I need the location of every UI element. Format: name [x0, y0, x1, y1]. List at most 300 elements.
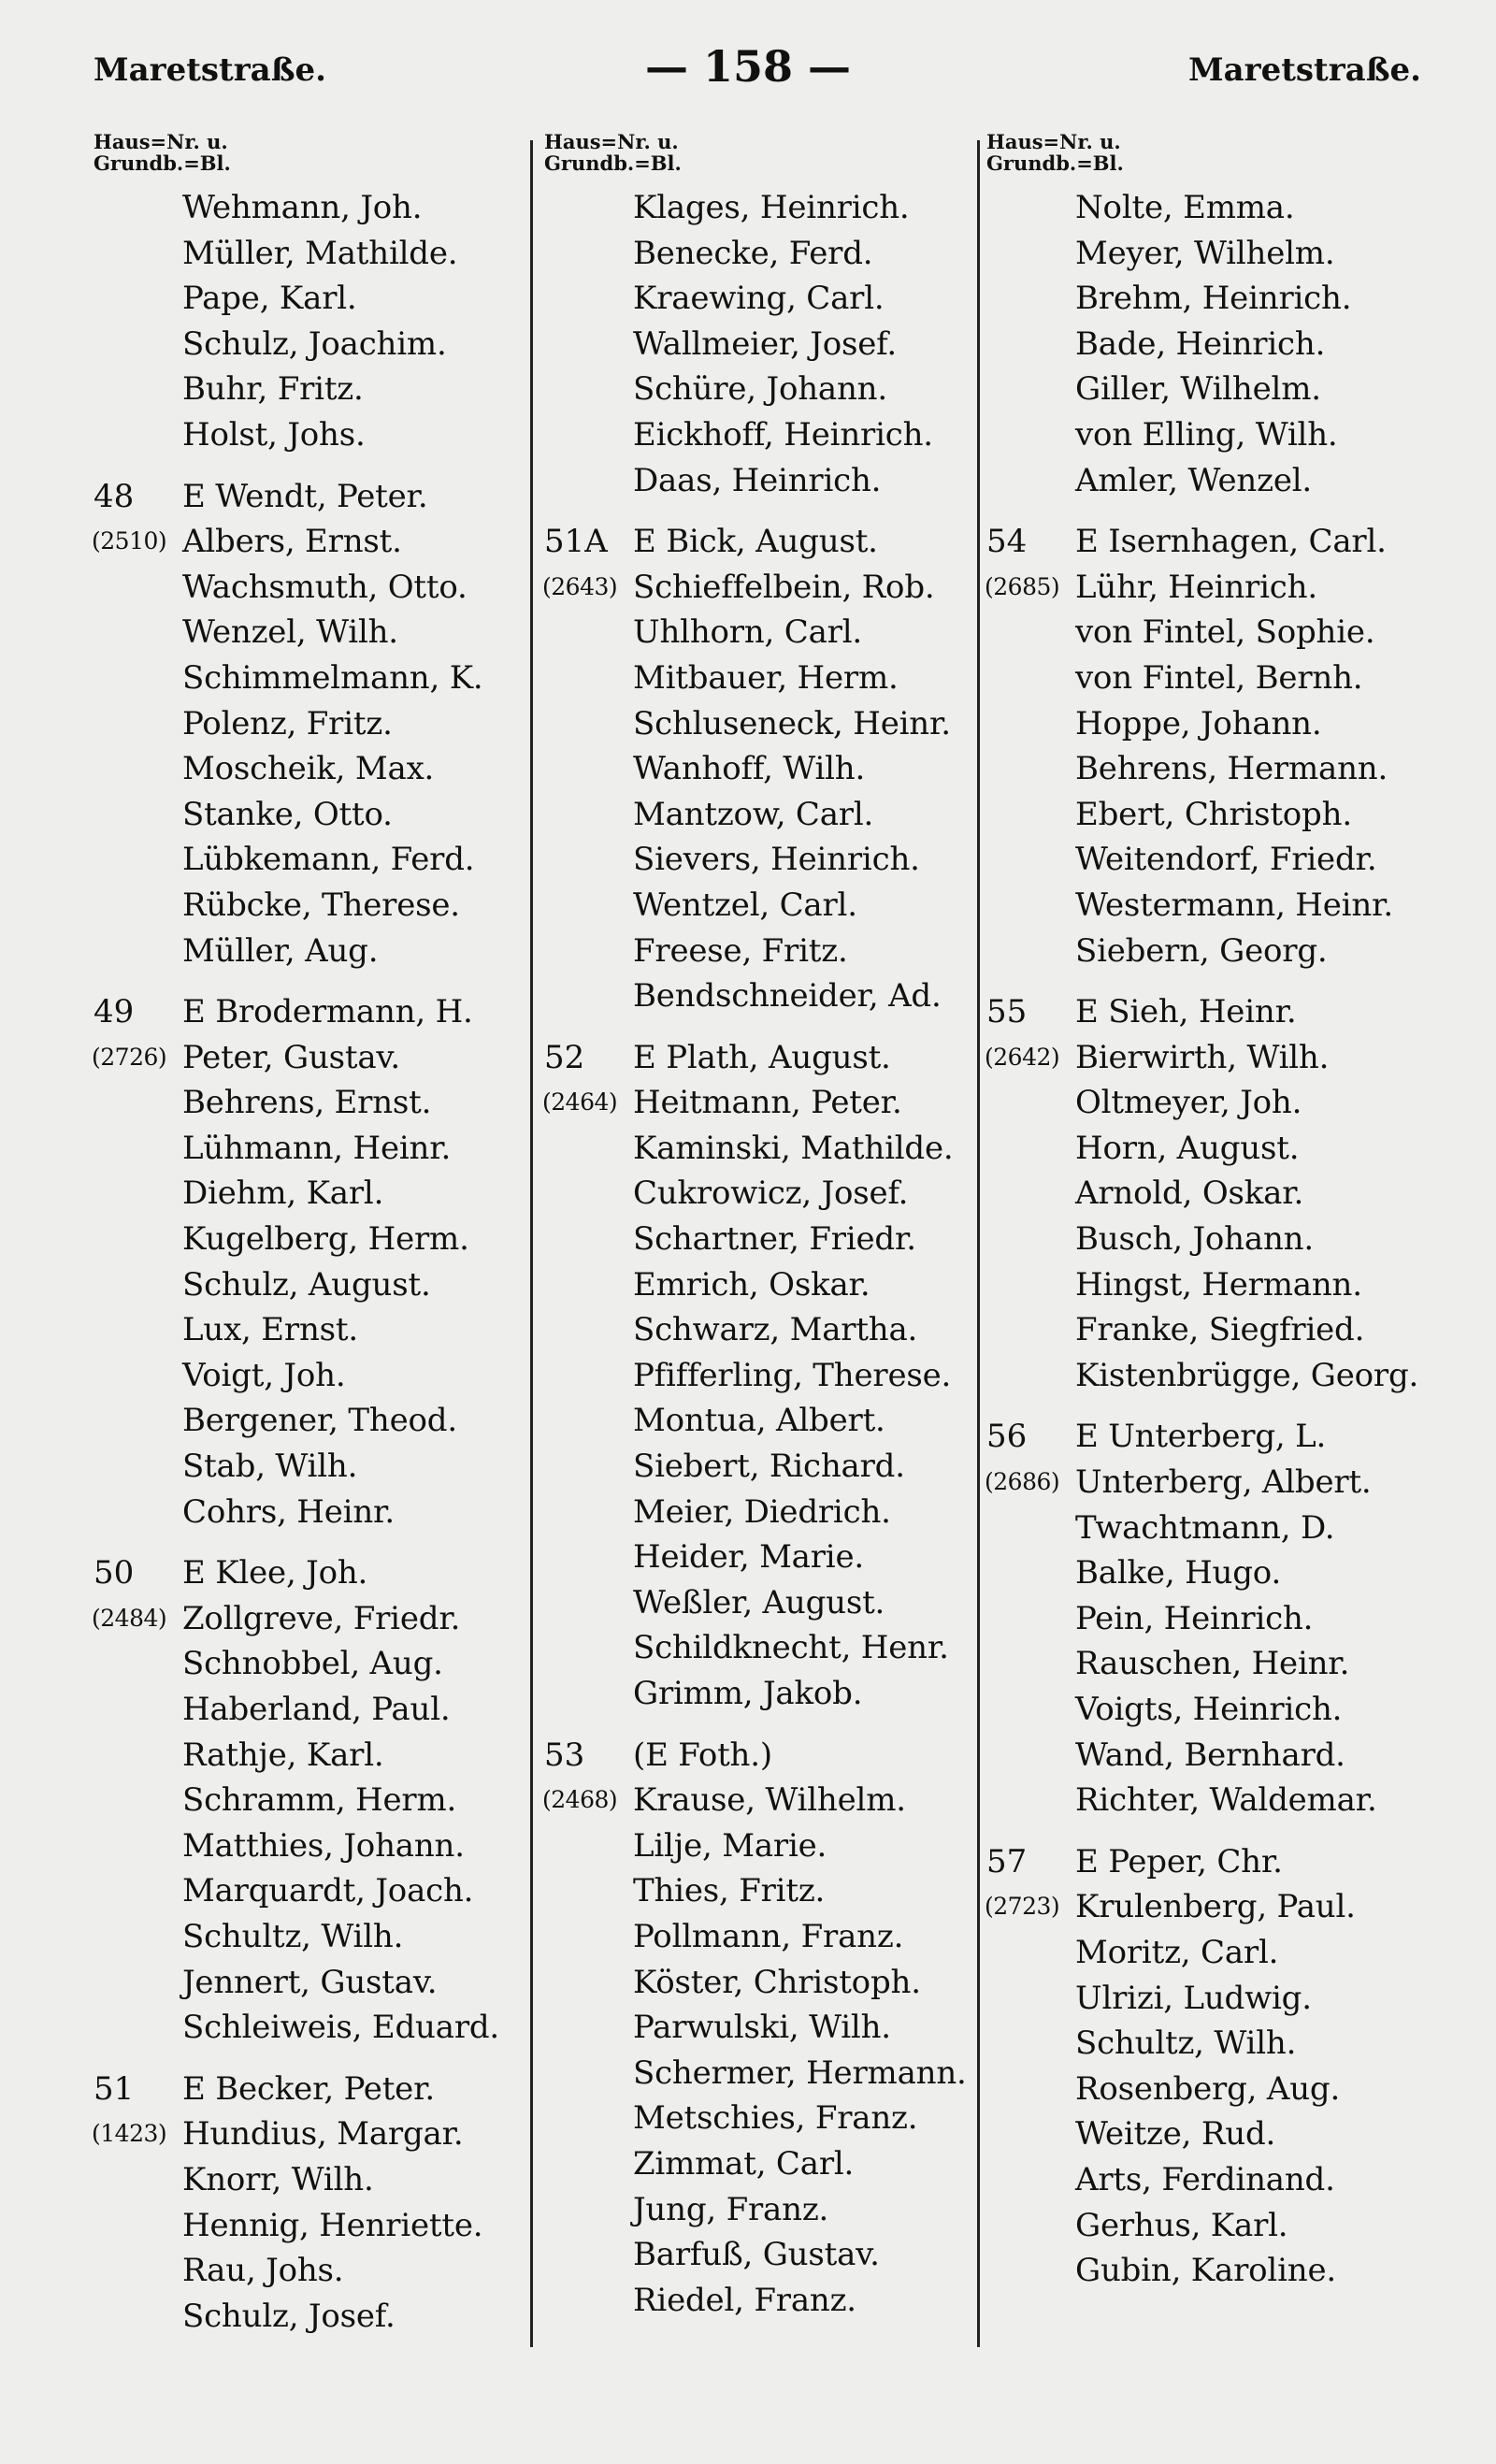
resident-name: Schwarz, Martha.: [633, 1311, 918, 1349]
directory-entry: [544, 1868, 984, 1914]
resident-name: Wentzel, Carl.: [633, 886, 857, 924]
directory-entry: [986, 1035, 1426, 1081]
resident-name: Meier, Diedrich.: [633, 1492, 891, 1531]
resident-name: (E Foth.): [633, 1736, 772, 1774]
directory-entry: [544, 1035, 984, 1081]
resident-name: Jennert, Gustav.: [182, 1963, 438, 2001]
resident-name: Schnobbel, Aug.: [182, 1645, 443, 1683]
directory-entry: [986, 989, 1426, 1035]
resident-name: E Sieh, Heinr.: [1075, 993, 1297, 1031]
house-number: 57: [986, 1842, 1028, 1880]
directory-entry: [544, 656, 984, 701]
resident-name: Hingst, Hermann.: [1075, 1265, 1362, 1304]
resident-name: Klages, Heinrich.: [633, 189, 910, 226]
column-header: [986, 131, 1426, 185]
directory-column-1: [94, 131, 533, 2339]
directory-entry: [986, 1687, 1426, 1733]
resident-name: Bendschneider, Ad.: [633, 977, 942, 1016]
resident-name: Mantzow, Carl.: [633, 795, 874, 833]
directory-entry: [94, 565, 533, 611]
directory-entry: [94, 746, 533, 792]
column-header: [544, 131, 984, 185]
directory-entry: [94, 1733, 533, 1779]
resident-name: Gerhus, Karl.: [1075, 2206, 1288, 2244]
resident-name: E Plath, August.: [633, 1038, 891, 1076]
directory-entry: [94, 2248, 533, 2294]
resident-name: Kugelberg, Herm.: [182, 1220, 469, 1259]
directory-column-3: [986, 131, 1426, 2294]
directory-entry: [544, 322, 984, 367]
directory-entry: [544, 701, 984, 747]
grundbuch-number: (2685): [985, 572, 1060, 600]
directory-entry: [986, 2111, 1426, 2157]
grundbuch-number: (2484): [92, 1604, 167, 1632]
directory-entry: [94, 276, 533, 322]
resident-name: Pape, Karl.: [182, 280, 357, 318]
directory-entry: [986, 1930, 1426, 1976]
directory-entry: [94, 2157, 533, 2203]
resident-name: Matthies, Johann.: [182, 1826, 465, 1865]
resident-name: Cohrs, Heinr.: [182, 1492, 395, 1531]
resident-name: Schimmelmann, K.: [182, 658, 483, 697]
directory-entry: [986, 1641, 1426, 1687]
resident-name: Daas, Heinrich.: [633, 461, 882, 499]
house-number: 52: [544, 1038, 585, 1076]
directory-entry: [94, 1641, 533, 1687]
resident-name: Hennig, Henriette.: [182, 2206, 483, 2244]
resident-name: Pein, Heinrich.: [1075, 1599, 1314, 1637]
directory-entry: [986, 519, 1426, 565]
resident-name: Freese, Fritz.: [633, 931, 848, 970]
entry-list: [986, 185, 1426, 2294]
resident-name: Schermer, Hermann.: [633, 2053, 967, 2092]
directory-entry: [94, 2111, 533, 2157]
column-header-line2: Grundb.=Bl.: [544, 151, 682, 175]
resident-name: Krause, Wilhelm.: [633, 1781, 906, 1820]
resident-name: Cukrowicz, Josef.: [633, 1174, 909, 1213]
directory-entry: [986, 2021, 1426, 2067]
directory-entry: [544, 412, 984, 458]
directory-entry: [544, 973, 984, 1019]
directory-entry: [544, 792, 984, 838]
directory-entry: [544, 1444, 984, 1490]
resident-name: E Brodermann, H.: [182, 993, 473, 1031]
resident-name: Rauschen, Heinr.: [1075, 1645, 1350, 1683]
resident-name: von Fintel, Sophie.: [1075, 613, 1375, 652]
resident-name: Moritz, Carl.: [1075, 1933, 1279, 1971]
directory-entry: [544, 610, 984, 656]
directory-entry: [986, 458, 1426, 504]
resident-name: Balke, Hugo.: [1075, 1554, 1282, 1592]
directory-entry: [986, 185, 1426, 231]
resident-name: Schultz, Wilh.: [1075, 2025, 1297, 2063]
directory-entry: [986, 276, 1426, 322]
directory-entry: [94, 412, 533, 458]
directory-entry: [94, 610, 533, 656]
directory-entry: [544, 2096, 984, 2141]
resident-name: E Isernhagen, Carl.: [1075, 523, 1387, 561]
directory-entry: [544, 2005, 984, 2051]
resident-name: Müller, Mathilde.: [182, 234, 458, 272]
resident-name: Schluseneck, Heinr.: [633, 704, 951, 742]
directory-entry: [986, 412, 1426, 458]
directory-entry: [94, 1080, 533, 1126]
directory-entry: [94, 2067, 533, 2112]
resident-name: Metschies, Franz.: [633, 2099, 918, 2138]
resident-name: Emrich, Oskar.: [633, 1265, 870, 1304]
directory-entry: [986, 1460, 1426, 1506]
column-header-line1: Haus=Nr. u.: [94, 130, 228, 153]
house-number: 55: [986, 993, 1028, 1031]
resident-name: Arts, Ferdinand.: [1075, 2160, 1335, 2198]
resident-name: Krulenberg, Paul.: [1075, 1888, 1356, 1926]
resident-name: Behrens, Ernst.: [182, 1084, 432, 1122]
resident-name: Westermann, Heinr.: [1075, 886, 1393, 924]
directory-entry: [986, 2248, 1426, 2294]
resident-name: Unterberg, Albert.: [1075, 1463, 1372, 1502]
directory-entry: [986, 565, 1426, 611]
resident-name: Lübkemann, Ferd.: [182, 841, 475, 879]
directory-entry: [94, 1398, 533, 1444]
directory-entry: [986, 1778, 1426, 1823]
resident-name: Hoppe, Johann.: [1075, 704, 1322, 742]
directory-entry: [544, 1217, 984, 1262]
grundbuch-number: (2468): [542, 1786, 618, 1814]
directory-entry: [986, 656, 1426, 701]
directory-entry: [986, 610, 1426, 656]
resident-name: Franke, Siegfried.: [1075, 1311, 1365, 1349]
directory-entry: [986, 2203, 1426, 2249]
resident-name: von Fintel, Bernh.: [1075, 658, 1363, 697]
running-head-left: Maretstraße.: [94, 51, 327, 89]
resident-name: Rau, Johs.: [182, 2252, 344, 2290]
resident-name: E Klee, Joh.: [182, 1554, 368, 1592]
resident-name: Diehm, Karl.: [182, 1174, 384, 1213]
directory-entry: [986, 1262, 1426, 1308]
resident-name: Brehm, Heinrich.: [1075, 280, 1352, 318]
directory-entry: [94, 519, 533, 565]
resident-name: E Wendt, Peter.: [182, 477, 428, 515]
resident-name: Weßler, August.: [633, 1583, 885, 1621]
directory-entry: [94, 1035, 533, 1081]
resident-name: Weitendorf, Friedr.: [1075, 841, 1377, 879]
resident-name: Wand, Bernhard.: [1075, 1736, 1345, 1774]
directory-entry: [94, 474, 533, 520]
directory-entry: [94, 929, 533, 974]
resident-name: Schieffelbein, Rob.: [633, 568, 935, 606]
resident-name: Benecke, Ferd.: [633, 234, 873, 272]
house-number: 50: [94, 1554, 135, 1592]
directory-entry: [544, 1778, 984, 1823]
resident-name: Pollmann, Franz.: [633, 1917, 904, 1955]
resident-name: Bergener, Theod.: [182, 1402, 457, 1440]
house-number: 53: [544, 1736, 585, 1774]
resident-name: Polenz, Fritz.: [182, 704, 393, 742]
house-number: 49: [94, 993, 135, 1031]
resident-name: Siebert, Richard.: [633, 1448, 905, 1486]
resident-name: Marquardt, Joach.: [182, 1872, 474, 1910]
directory-entry: [544, 1398, 984, 1444]
grundbuch-number: (2642): [985, 1043, 1060, 1071]
resident-name: Lux, Ernst.: [182, 1311, 358, 1349]
directory-entry: [544, 565, 984, 611]
resident-name: Heider, Marie.: [633, 1538, 865, 1577]
directory-entry: [986, 1884, 1426, 1930]
grundbuch-number: (2464): [542, 1088, 618, 1117]
resident-name: Richter, Waldemar.: [1075, 1781, 1377, 1820]
resident-name: Weitze, Rud.: [1075, 2115, 1276, 2154]
house-number: 51A: [544, 523, 608, 561]
directory-entry: [986, 1217, 1426, 1262]
directory-entry: [544, 458, 984, 504]
grundbuch-number: (2686): [985, 1468, 1060, 1496]
resident-name: Kaminski, Mathilde.: [633, 1129, 954, 1167]
resident-name: Oltmeyer, Joh.: [1075, 1084, 1302, 1122]
directory-entry: [544, 2187, 984, 2233]
directory-entry: [544, 1262, 984, 1308]
column-header-line2: Grundb.=Bl.: [94, 151, 231, 175]
directory-entry: [94, 1444, 533, 1490]
resident-name: Eickhoff, Heinrich.: [633, 415, 933, 454]
entry-list: [94, 185, 533, 2339]
grundbuch-number: (2723): [985, 1893, 1060, 1921]
directory-entry: [94, 989, 533, 1035]
directory-entry: [94, 1262, 533, 1308]
directory-entry: [94, 1171, 533, 1217]
resident-name: Siebern, Georg.: [1075, 931, 1328, 970]
resident-name: Horn, August.: [1075, 1129, 1300, 1167]
resident-name: Lühmann, Heinr.: [182, 1129, 452, 1167]
resident-name: Lühr, Heinrich.: [1075, 568, 1317, 606]
resident-name: E Unterberg, L.: [1075, 1418, 1327, 1456]
resident-name: Stanke, Otto.: [182, 795, 393, 833]
page-number: — 158 —: [644, 41, 852, 92]
directory-entry: [94, 1217, 533, 1262]
resident-name: Wanhoff, Wilh.: [633, 750, 866, 788]
directory-entry: [94, 2005, 533, 2051]
resident-name: Wallmeier, Josef.: [633, 324, 897, 363]
directory-entry: [544, 837, 984, 883]
resident-name: Schartner, Friedr.: [633, 1220, 916, 1259]
directory-entry: [94, 1126, 533, 1172]
directory-entry: [94, 701, 533, 747]
resident-name: Bade, Heinrich.: [1075, 324, 1326, 363]
house-number: 51: [94, 2069, 135, 2108]
resident-name: Pfifferling, Therese.: [633, 1356, 952, 1394]
directory-entry: [986, 231, 1426, 277]
resident-name: Parwulski, Wilh.: [633, 2009, 891, 2047]
directory-entry: [544, 2232, 984, 2278]
directory-entry: [94, 837, 533, 883]
resident-name: Zimmat, Carl.: [633, 2144, 855, 2183]
resident-name: Schulz, Joachim.: [182, 324, 447, 363]
resident-name: Jung, Franz.: [633, 2190, 829, 2228]
directory-entry: [94, 656, 533, 701]
directory-entry: [986, 1550, 1426, 1596]
resident-name: Peter, Gustav.: [182, 1038, 401, 1076]
resident-name: Köster, Christoph.: [633, 1963, 921, 2001]
grundbuch-number: (1423): [92, 2120, 167, 2148]
directory-entry: [94, 2203, 533, 2249]
directory-entry: [986, 1596, 1426, 1642]
directory-entry: [544, 1625, 984, 1671]
directory-entry: [94, 367, 533, 412]
house-number: 54: [986, 523, 1028, 561]
directory-entry: [986, 1080, 1426, 1126]
directory-entry: [544, 1126, 984, 1172]
directory-entry: [94, 1868, 533, 1914]
resident-name: Heitmann, Peter.: [633, 1084, 902, 1122]
directory-entry: [986, 929, 1426, 974]
resident-name: E Peper, Chr.: [1075, 1842, 1283, 1880]
directory-entry: [544, 2141, 984, 2187]
resident-name: Bierwirth, Wilh.: [1075, 1038, 1330, 1076]
resident-name: Schultz, Wilh.: [182, 1917, 404, 1955]
directory-entry: [94, 1778, 533, 1823]
directory-entry: [986, 1733, 1426, 1779]
directory-entry: [94, 2294, 533, 2340]
resident-name: Haberland, Paul.: [182, 1691, 451, 1728]
resident-name: Montua, Albert.: [633, 1402, 885, 1440]
directory-entry: [94, 1960, 533, 2006]
resident-name: Busch, Johann.: [1075, 1220, 1314, 1259]
directory-entry: [544, 1535, 984, 1580]
directory-entry: [94, 185, 533, 231]
resident-name: E Becker, Peter.: [182, 2069, 436, 2108]
resident-name: Grimm, Jakob.: [633, 1675, 863, 1712]
directory-entry: [986, 2157, 1426, 2203]
resident-name: Nolte, Emma.: [1075, 189, 1295, 226]
resident-name: Holst, Johs.: [182, 415, 366, 454]
directory-entry: [94, 1490, 533, 1535]
entry-list: [544, 185, 984, 2323]
directory-entry: [94, 1353, 533, 1399]
directory-entry: [544, 1490, 984, 1535]
directory-entry: [986, 1353, 1426, 1399]
directory-entry: [544, 2278, 984, 2324]
directory-entry: [544, 746, 984, 792]
directory-entry: [94, 1687, 533, 1733]
resident-name: Albers, Ernst.: [182, 523, 402, 561]
directory-entry: [986, 1171, 1426, 1217]
resident-name: Schildknecht, Henr.: [633, 1629, 949, 1667]
resident-name: Meyer, Wilhelm.: [1075, 234, 1335, 272]
resident-name: Rathje, Karl.: [182, 1736, 384, 1774]
resident-name: Kistenbrügge, Georg.: [1075, 1356, 1419, 1394]
resident-name: Ebert, Christoph.: [1075, 795, 1352, 833]
directory-entry: [986, 1839, 1426, 1885]
directory-entry: [544, 2051, 984, 2097]
house-number: 48: [94, 477, 135, 515]
directory-entry: [986, 1307, 1426, 1353]
column-header-line1: Haus=Nr. u.: [544, 130, 679, 153]
directory-entry: [94, 322, 533, 367]
resident-name: Rübcke, Therese.: [182, 886, 460, 924]
resident-name: von Elling, Wilh.: [1075, 415, 1338, 454]
resident-name: Wenzel, Wilh.: [182, 613, 398, 652]
column-header: [94, 131, 533, 185]
column-header-line2: Grundb.=Bl.: [986, 151, 1124, 175]
directory-entry: [986, 883, 1426, 929]
directory-entry: [986, 1414, 1426, 1460]
resident-name: Schleiweis, Eduard.: [182, 2009, 500, 2047]
resident-name: Amler, Wenzel.: [1075, 461, 1313, 499]
directory-entry: [986, 1506, 1426, 1551]
directory-entry: [94, 1823, 533, 1869]
resident-name: Riedel, Franz.: [633, 2281, 856, 2319]
resident-name: Rosenberg, Aug.: [1075, 2069, 1341, 2108]
directory-entry: [986, 322, 1426, 367]
resident-name: Giller, Wilhelm.: [1075, 370, 1321, 409]
directory-entry: [986, 2067, 1426, 2112]
resident-name: Schulz, Josef.: [182, 2297, 396, 2335]
directory-entry: [544, 1823, 984, 1869]
resident-name: Voigt, Joh.: [182, 1356, 346, 1394]
grundbuch-number: (2643): [542, 572, 618, 600]
directory-entry: [544, 185, 984, 231]
resident-name: Buhr, Fritz.: [182, 370, 364, 409]
directory-entry: [544, 1914, 984, 1960]
resident-name: Kraewing, Carl.: [633, 280, 885, 318]
directory-entry: [544, 883, 984, 929]
directory-entry: [94, 1550, 533, 1596]
resident-name: E Bick, August.: [633, 523, 878, 561]
running-head-right: Maretstraße.: [1187, 51, 1421, 89]
resident-name: Sievers, Heinrich.: [633, 841, 920, 879]
resident-name: Arnold, Oskar.: [1075, 1174, 1304, 1213]
directory-entry: [94, 883, 533, 929]
directory-entry: [94, 1307, 533, 1353]
directory-entry: [544, 367, 984, 412]
directory-entry: [544, 519, 984, 565]
directory-entry: [544, 1171, 984, 1217]
resident-name: Moscheik, Max.: [182, 750, 435, 788]
directory-column-2: [544, 131, 984, 2323]
directory-entry: [986, 1976, 1426, 2022]
column-header-line1: Haus=Nr. u.: [986, 130, 1121, 153]
directory-entry: [544, 1353, 984, 1399]
directory-entry: [94, 1596, 533, 1642]
grundbuch-number: (2726): [92, 1043, 167, 1071]
directory-entry: [544, 231, 984, 277]
directory-entry: [986, 1126, 1426, 1172]
directory-entry: [986, 701, 1426, 747]
resident-name: Voigts, Heinrich.: [1075, 1691, 1343, 1728]
directory-entry: [544, 929, 984, 974]
resident-name: Schulz, August.: [182, 1265, 431, 1304]
resident-name: Mitbauer, Herm.: [633, 658, 899, 697]
directory-entry: [94, 231, 533, 277]
directory-entry: [544, 1080, 984, 1126]
resident-name: Twachtmann, D.: [1075, 1508, 1335, 1547]
directory-entry: [544, 1307, 984, 1353]
resident-name: Gubin, Karoline.: [1075, 2252, 1336, 2290]
resident-name: Behrens, Hermann.: [1075, 750, 1388, 788]
directory-entry: [94, 792, 533, 838]
directory-entry: [986, 837, 1426, 883]
directory-entry: [986, 746, 1426, 792]
house-number: 56: [986, 1418, 1028, 1456]
directory-entry: [544, 1671, 984, 1717]
resident-name: Hundius, Margar.: [182, 2115, 464, 2154]
resident-name: Stab, Wilh.: [182, 1448, 358, 1486]
resident-name: Zollgreve, Friedr.: [182, 1599, 461, 1637]
resident-name: Wehmann, Joh.: [182, 189, 423, 226]
resident-name: Schüre, Johann.: [633, 370, 887, 409]
directory-entry: [544, 1960, 984, 2006]
directory-entry: [986, 367, 1426, 412]
directory-entry: [544, 1733, 984, 1779]
